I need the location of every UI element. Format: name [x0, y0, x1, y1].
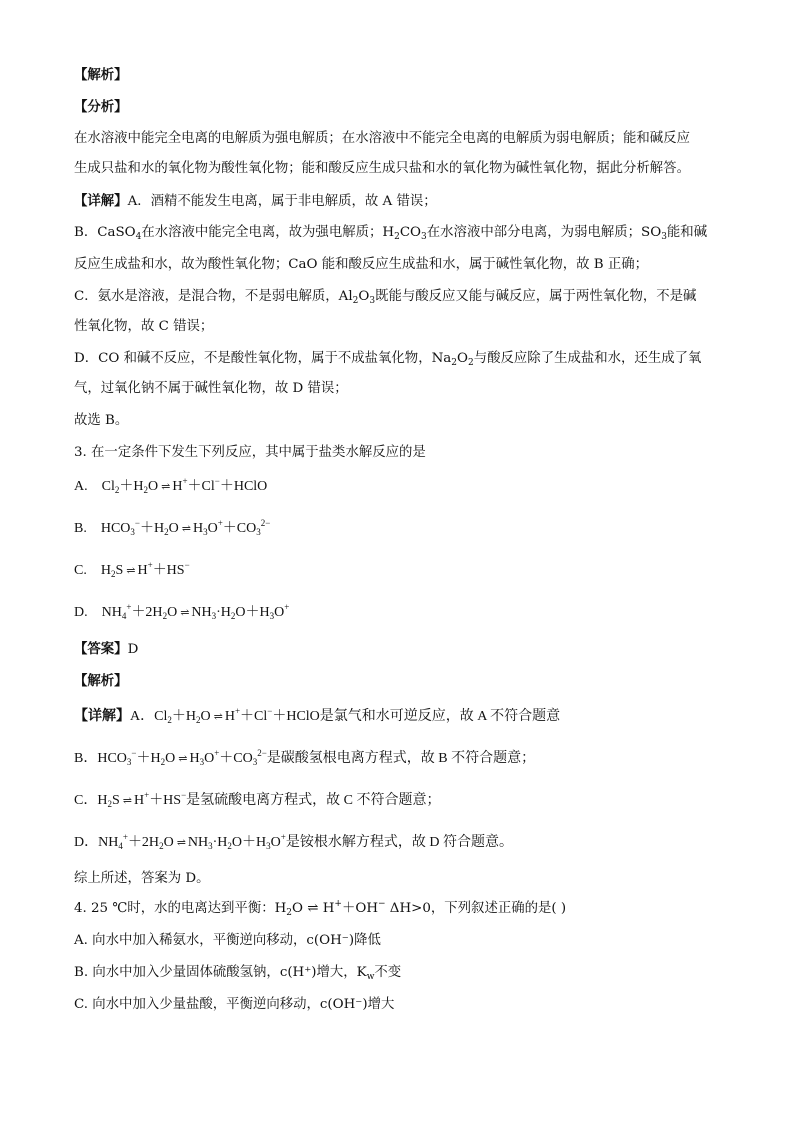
- detail-d-line-1: [74, 350, 724, 368]
- subscript: 3: [661, 232, 667, 242]
- q3-stem: 3. 在一定条件下发生下列反应，其中属于盐类水解反应的是: [74, 445, 426, 460]
- subscript: 2: [352, 296, 359, 306]
- superscript: +: [334, 899, 342, 909]
- text-segment: 是铵根水解方程式，故 D 符合题意。: [285, 835, 513, 850]
- detail-c-line-1: [74, 288, 724, 306]
- xiangjie-tag: 【详解】: [74, 193, 128, 209]
- detail-a-text: A．酒精不能发生电离，属于非电解质，故 A 错误；: [127, 194, 437, 209]
- text-segment: 是氢硫酸电离方程式，故 C 不符合题意；: [186, 793, 441, 808]
- q3-detail-a: 【详解】A．$Cl_2+H_2O$ ⇌ H+＋Cl−＋HClO是氯气和水可逆反应，故 A 不符合题意: [74, 706, 561, 725]
- q4-option-b: [74, 964, 724, 982]
- text-segment: C．: [74, 793, 98, 808]
- xiangjie-tag: 【详解】: [74, 709, 130, 724]
- q3-option-a: A. $Cl_2+H_2O$ ⇌ H+＋Cl−＋HClO: [74, 476, 268, 495]
- subscript: 2: [468, 358, 474, 368]
- option-label: C.: [74, 563, 87, 578]
- q3-answer: [74, 640, 724, 659]
- q2-conclusion: 故选 B。: [74, 413, 129, 428]
- text-segment: 是氯气和水可逆反应，故 A 不符合题意: [319, 709, 561, 724]
- option-label: D.: [74, 605, 88, 620]
- text-segment: B．CaSO: [74, 225, 136, 240]
- text-segment: ΔH>0，下列叙述正确的是( ): [385, 901, 567, 916]
- text-segment: ＋OH: [341, 901, 378, 916]
- superscript: −: [378, 899, 386, 909]
- fenxi-tag: 【分析】: [74, 99, 128, 115]
- q3-detail-c: C．$H_2S$ ⇌ H+＋HS−是氢硫酸电离方程式，故 C 不符合题意；: [74, 790, 441, 809]
- q3-detail-b: B．$HCO_3^-+H_2O$ ⇌ $H_3O^++CO_3^{2-}$是碳酸氢根电离方程式，故 B 不符合题意；: [74, 748, 536, 767]
- subscript: w: [366, 972, 375, 982]
- answer-tag: 【答案】: [74, 641, 128, 657]
- q3-detail-d: D．$NH_4^++2H_2O$ ⇌ $NH_3\cdot H_2O+H_3O^+$是铵根水解方程式，故 D 符合题意。: [74, 832, 513, 851]
- detail-c-line-2: 性氧化物，故 C 错误；: [74, 319, 214, 334]
- text-segment: B. 向水中加入少量固体硫酸氢钠，c(H⁺)增大，K: [74, 965, 367, 980]
- text-segment: O: [457, 351, 469, 366]
- subscript: 3: [369, 296, 376, 306]
- text-segment: D．: [74, 835, 99, 850]
- subscript: 2: [451, 358, 458, 368]
- option-label: B.: [74, 521, 87, 536]
- detail-b-line-2: 反应生成盐和水，故为酸性氧化物；CaO 能和酸反应生成盐和水，属于碱性氧化物，故 B 正确；: [74, 257, 649, 272]
- q3-option-d: D. $NH_4^++2H_2O$ ⇌ $NH_3\cdot H_2O+H_3O^+$: [74, 602, 290, 621]
- text-segment: 是碳酸氢根电离方程式，故 B 不符合题意；: [266, 751, 536, 766]
- text-segment: 能和碱: [666, 225, 708, 240]
- detail-b-line-1: [74, 224, 724, 242]
- q4-stem: [74, 900, 724, 918]
- text-segment: O: [358, 289, 370, 304]
- text-segment: 与酸反应除了生成盐和水，还生成了氧: [473, 351, 702, 366]
- detail-d-line-2: 气，过氧化钠不属于碱性氧化物，故 D 错误；: [74, 381, 348, 396]
- q3-option-c: C. $H_2S$ ⇌ H+＋HS−: [74, 560, 190, 579]
- text-segment: D．CO 和碱不反应，不是酸性氧化物，属于不成盐氧化物，Na: [74, 351, 452, 366]
- text-segment: 4. 25 ℃时，水的电离达到平衡：H: [74, 901, 287, 916]
- text-segment: 既能与酸反应又能与碱反应，属于两性氧化物，不是碱: [375, 289, 697, 304]
- q3-summary: 综上所述，答案为 D。: [74, 871, 210, 886]
- text-segment: A．: [130, 709, 155, 724]
- text-segment: 不变: [374, 965, 402, 980]
- subscript: 3: [421, 232, 427, 242]
- text-segment: 在水溶液中部分电离，为弱电解质；SO: [426, 225, 662, 240]
- q3-jiexi-tag: 【解析】: [74, 673, 128, 689]
- detail-a-line: [74, 192, 724, 211]
- q4-option-c: C. 向水中加入少量盐酸，平衡逆向移动，c(OH⁻)增大: [74, 997, 395, 1012]
- text-segment: 在水溶液中能完全电离，故为强电解质；H: [141, 225, 395, 240]
- subscript: 4: [135, 232, 142, 242]
- subscript: 2: [286, 908, 293, 918]
- jiexi-tag: 【解析】: [74, 67, 128, 83]
- q3-option-b: B. $HCO_3^-+H_2O$ ⇌ $H_3O^++CO_3^{2-}$: [74, 518, 271, 537]
- q4-option-a: A. 向水中加入稀氨水，平衡逆向移动，c(OH⁻)降低: [74, 933, 381, 948]
- text-segment: C．氨水是溶液，是混合物，不是弱电解质，Al: [74, 289, 353, 304]
- text-segment: CO: [399, 225, 422, 240]
- text-segment: O ⇌ H: [292, 901, 335, 916]
- analysis-line-2: 生成只盐和水的氧化物为酸性氧化物；能和酸反应生成只盐和水的氧化物为碱性氧化物，据此分析解答。: [74, 161, 690, 176]
- analysis-line-1: 在水溶液中能完全电离的电解质为强电解质；在水溶液中不能完全电离的电解质为弱电解质；能和碱反应: [74, 131, 690, 146]
- text-segment: B．: [74, 751, 98, 766]
- answer-value: D: [127, 642, 139, 657]
- subscript: 2: [394, 232, 400, 242]
- option-label: A.: [74, 479, 88, 494]
